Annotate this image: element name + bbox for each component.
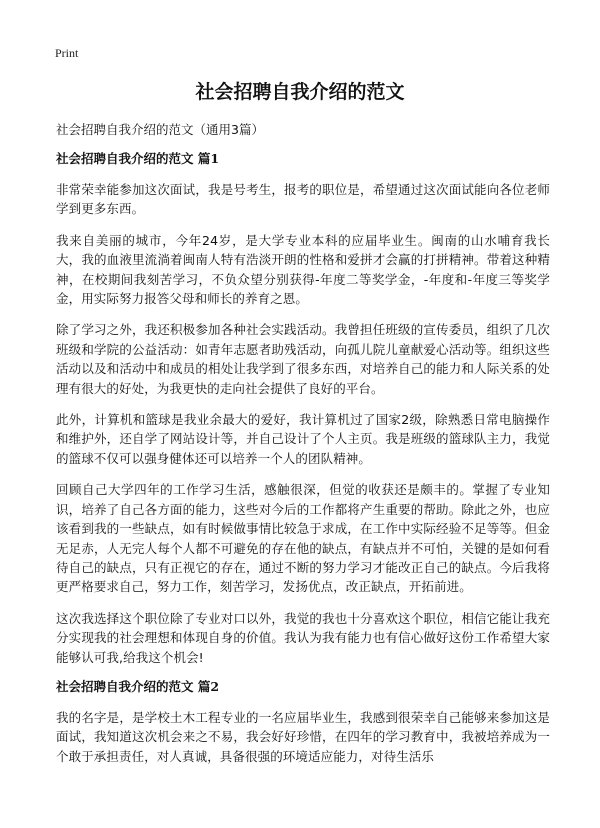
paragraph: 此外，计算机和篮球是我业余最大的爱好，我计算机过了国家2级，除熟悉日常电脑操作和维护外，还自学了网站设计等，并自己设计了个人主页。我是班级的篮球队主力，我觉的篮球不仅可以强身健体还可以培养一个人的团队精神。	[56, 412, 550, 466]
document-title: 社会招聘自我介绍的范文	[195, 81, 405, 103]
paragraph: 我来自美丽的城市，今年24岁，是大学专业本科的应届毕业生。闽南的山水哺育我长大，我的血液里流淌着闽南人特有浩淡开朗的性格和爱拼才会赢的打拼精神。带着这种精神，在校期间我刻苦学习，不负众望分别获得-年度二等奖学金，-年度和-年度三等奖学金，用实际努力报答父母和师长的养育之恩。	[56, 232, 550, 307]
document-body	[56, 151, 550, 778]
section-heading-2: 社会招聘自我介绍的范文 篇2	[56, 678, 220, 694]
paragraph: 这次我选择这个职位除了专业对口以外，我觉的我也十分喜欢这个职位，相信它能让我充分实现我的社会理想和体现自身的价值。我认为我有能力也有信心做好这份工作希望大家能够认可我,给我这个机会!	[56, 610, 550, 665]
paragraph: 我的名字是，是学校土木工程专业的一名应届毕业生，我感到很荣幸自己能够来参加这是面试，我知道这次机会来之不易，我会好好珍惜，在四年的学习教育中，我被培养成为一个敢于承担责任，对人真诚，具备很强的环境适应能力，对待生活乐	[56, 709, 550, 764]
paragraph: 除了学习之外，我还积极参加各种社会实践活动。我曾担任班级的宣传委员，组织了几次班级和学院的公益活动：如青年志愿者助残活动，向孤儿院儿童献爱心活动等。组织这些活动以及和活动中和成员的相处让我学到了很多东西，对培养自己的能力和人际关系的处理有很大的好处，为我更快的走向社会提供了良好的平台。	[56, 322, 550, 396]
print-link[interactable]: Print	[55, 46, 79, 60]
paragraph: 回顾自己大学四年的工作学习生活，感触很深，但觉的收获还是颇丰的。掌握了专业知识，培养了自己各方面的能力，这些对今后的工作都将产生重要的帮助。除此之外，也应该看到我的一些缺点，如有时候做事情比较急于求成，在工作中实际经验不足等等。但金无足赤，人无完人每个人都不可避免的存在他的缺点，有缺点并不可怕，关键的是如何看待自己的缺点，只有正视它的存在，通过不断的努力学习才能改正自己的缺点。今后我将更严格要求自己，努力工作，刻苦学习，发扬优点，改正缺点，开拓前进。	[56, 482, 550, 595]
paragraph: 非常荣幸能参加这次面试，我是号考生，报考的职位是，希望通过这次面试能向各位老师学到更多东西。	[56, 182, 550, 217]
document-subtitle: 社会招聘自我介绍的范文（通用3篇）	[56, 122, 264, 137]
section-heading-1: 社会招聘自我介绍的范文 篇1	[56, 151, 220, 166]
